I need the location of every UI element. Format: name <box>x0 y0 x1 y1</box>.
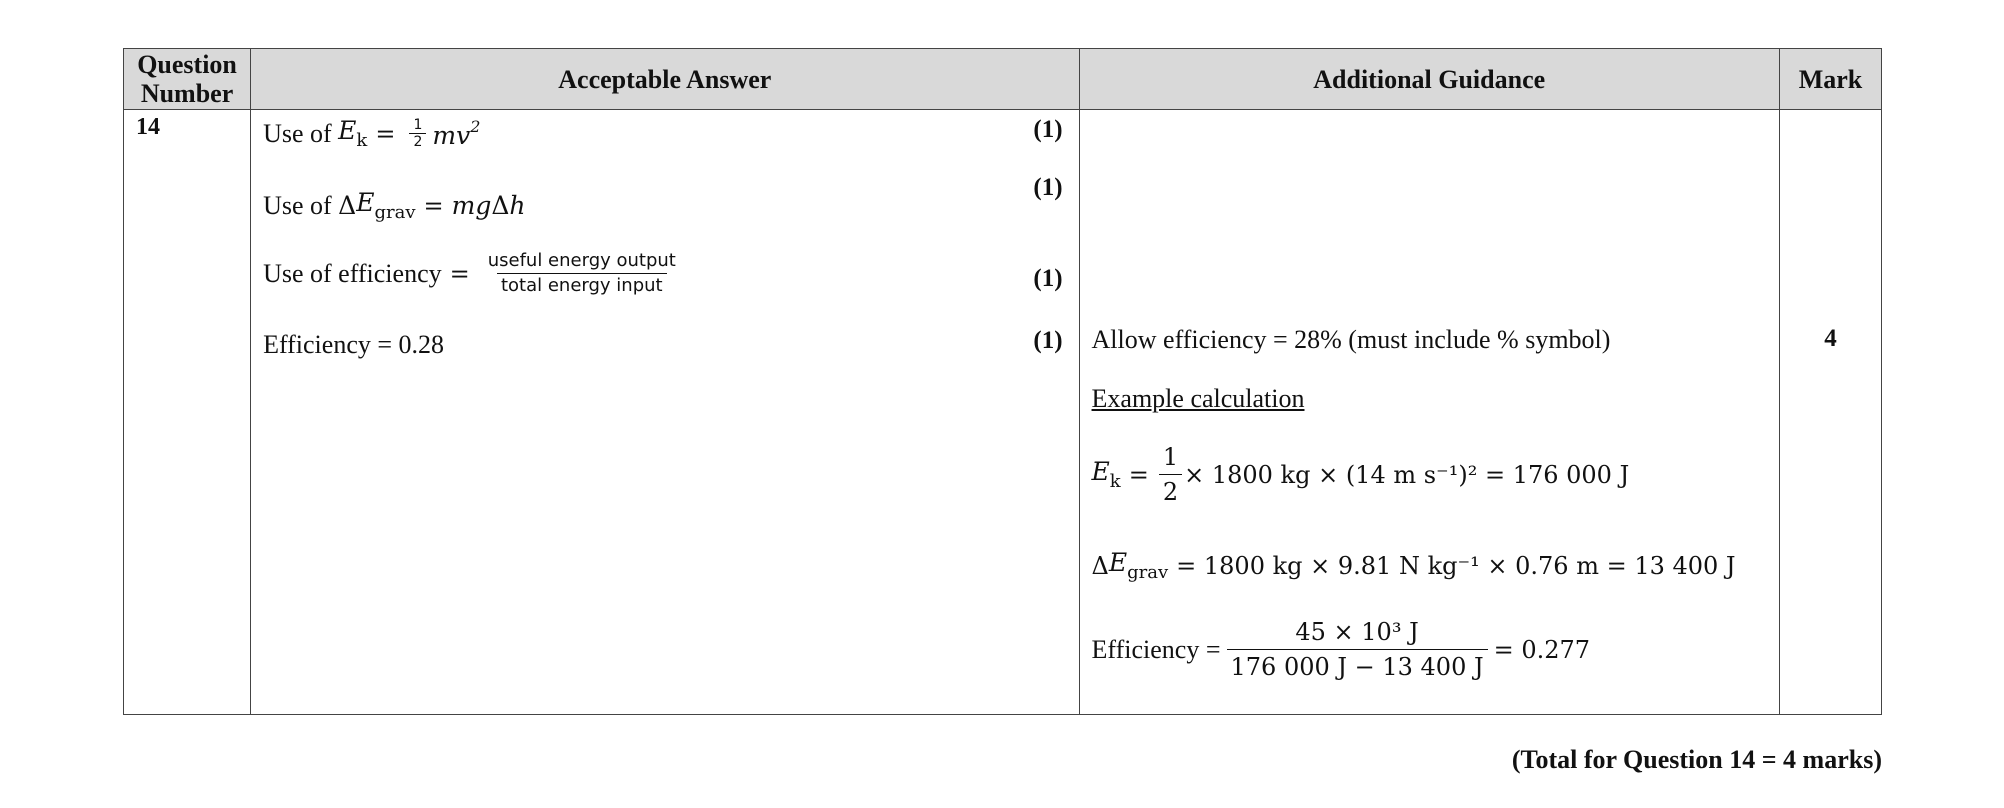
efficiency-fraction: $\frac{\text{useful energy output}}{\text{total energy input}}$ <box>487 250 676 296</box>
header-mark: Mark <box>1779 49 1881 110</box>
mark-scheme-table <box>123 48 1882 715</box>
answer-mark-1: (1) <box>1033 116 1063 143</box>
guidance-allow: Allow efficiency = 28% (must include % symbol) <box>1091 325 1611 354</box>
header-acceptable-answer: Acceptable Answer <box>251 49 1079 110</box>
answer-line-result: Efficiency = 0.28 <box>263 330 445 359</box>
half-fraction: $\frac{1}{2}$ <box>409 117 426 150</box>
guidance-egrav-calc: Δ $E_{grav}$ = 1800 kg × 9.81 N kg⁻¹ × 0.76 m = 13 400 J <box>1091 548 1736 583</box>
answer-line-egrav: Use of Δ $E_{grav}$ = mg Δ h <box>263 188 526 223</box>
answer-mark-4: (1) <box>1033 327 1063 354</box>
additional-guidance-cell <box>1079 110 1779 715</box>
guidance-ek-calc: $E_k$ = $\frac{1}{2}$ × 1800 kg × (14 m s⁻¹)² = 176 000 J <box>1092 440 1630 509</box>
question-row <box>124 110 1882 715</box>
question-number-cell <box>124 110 251 715</box>
answer-mark-2: (1) <box>1033 174 1063 201</box>
guidance-efficiency-fraction: $\frac{\text{45 × 10³ J}}{176 000 J - 13 400 J}$ <box>1227 615 1488 684</box>
mark-cell <box>1779 110 1881 715</box>
header-additional-guidance: Additional Guidance <box>1079 49 1779 110</box>
answer-line-ek: Use of $E_k$ = $\frac{1}{2}$ $mv^2$ <box>263 116 481 151</box>
answer-mark-3: (1) <box>1033 265 1063 292</box>
acceptable-answer-cell <box>251 110 1079 715</box>
header-row <box>124 49 1882 110</box>
guidance-half-fraction: $\frac{1}{2}$ <box>1159 440 1182 509</box>
question-total: (Total for Question 14 = 4 marks) <box>1511 745 1882 774</box>
answer-line-efficiency: Use of efficiency = $\frac{\text{useful energy output}}{\text{total energy input}}$ <box>263 249 686 298</box>
mark-value: 4 <box>1824 325 1837 352</box>
guidance-efficiency-calc: Efficiency = $\frac{\text{45 × 10³ J}}{176 000 J - 13 400 J}$ = 0.277 <box>1092 615 1591 684</box>
question-number: 14 <box>136 114 160 140</box>
header-question-number: Question Number <box>124 49 251 110</box>
guidance-example-heading: Example calculation <box>1091 384 1305 413</box>
